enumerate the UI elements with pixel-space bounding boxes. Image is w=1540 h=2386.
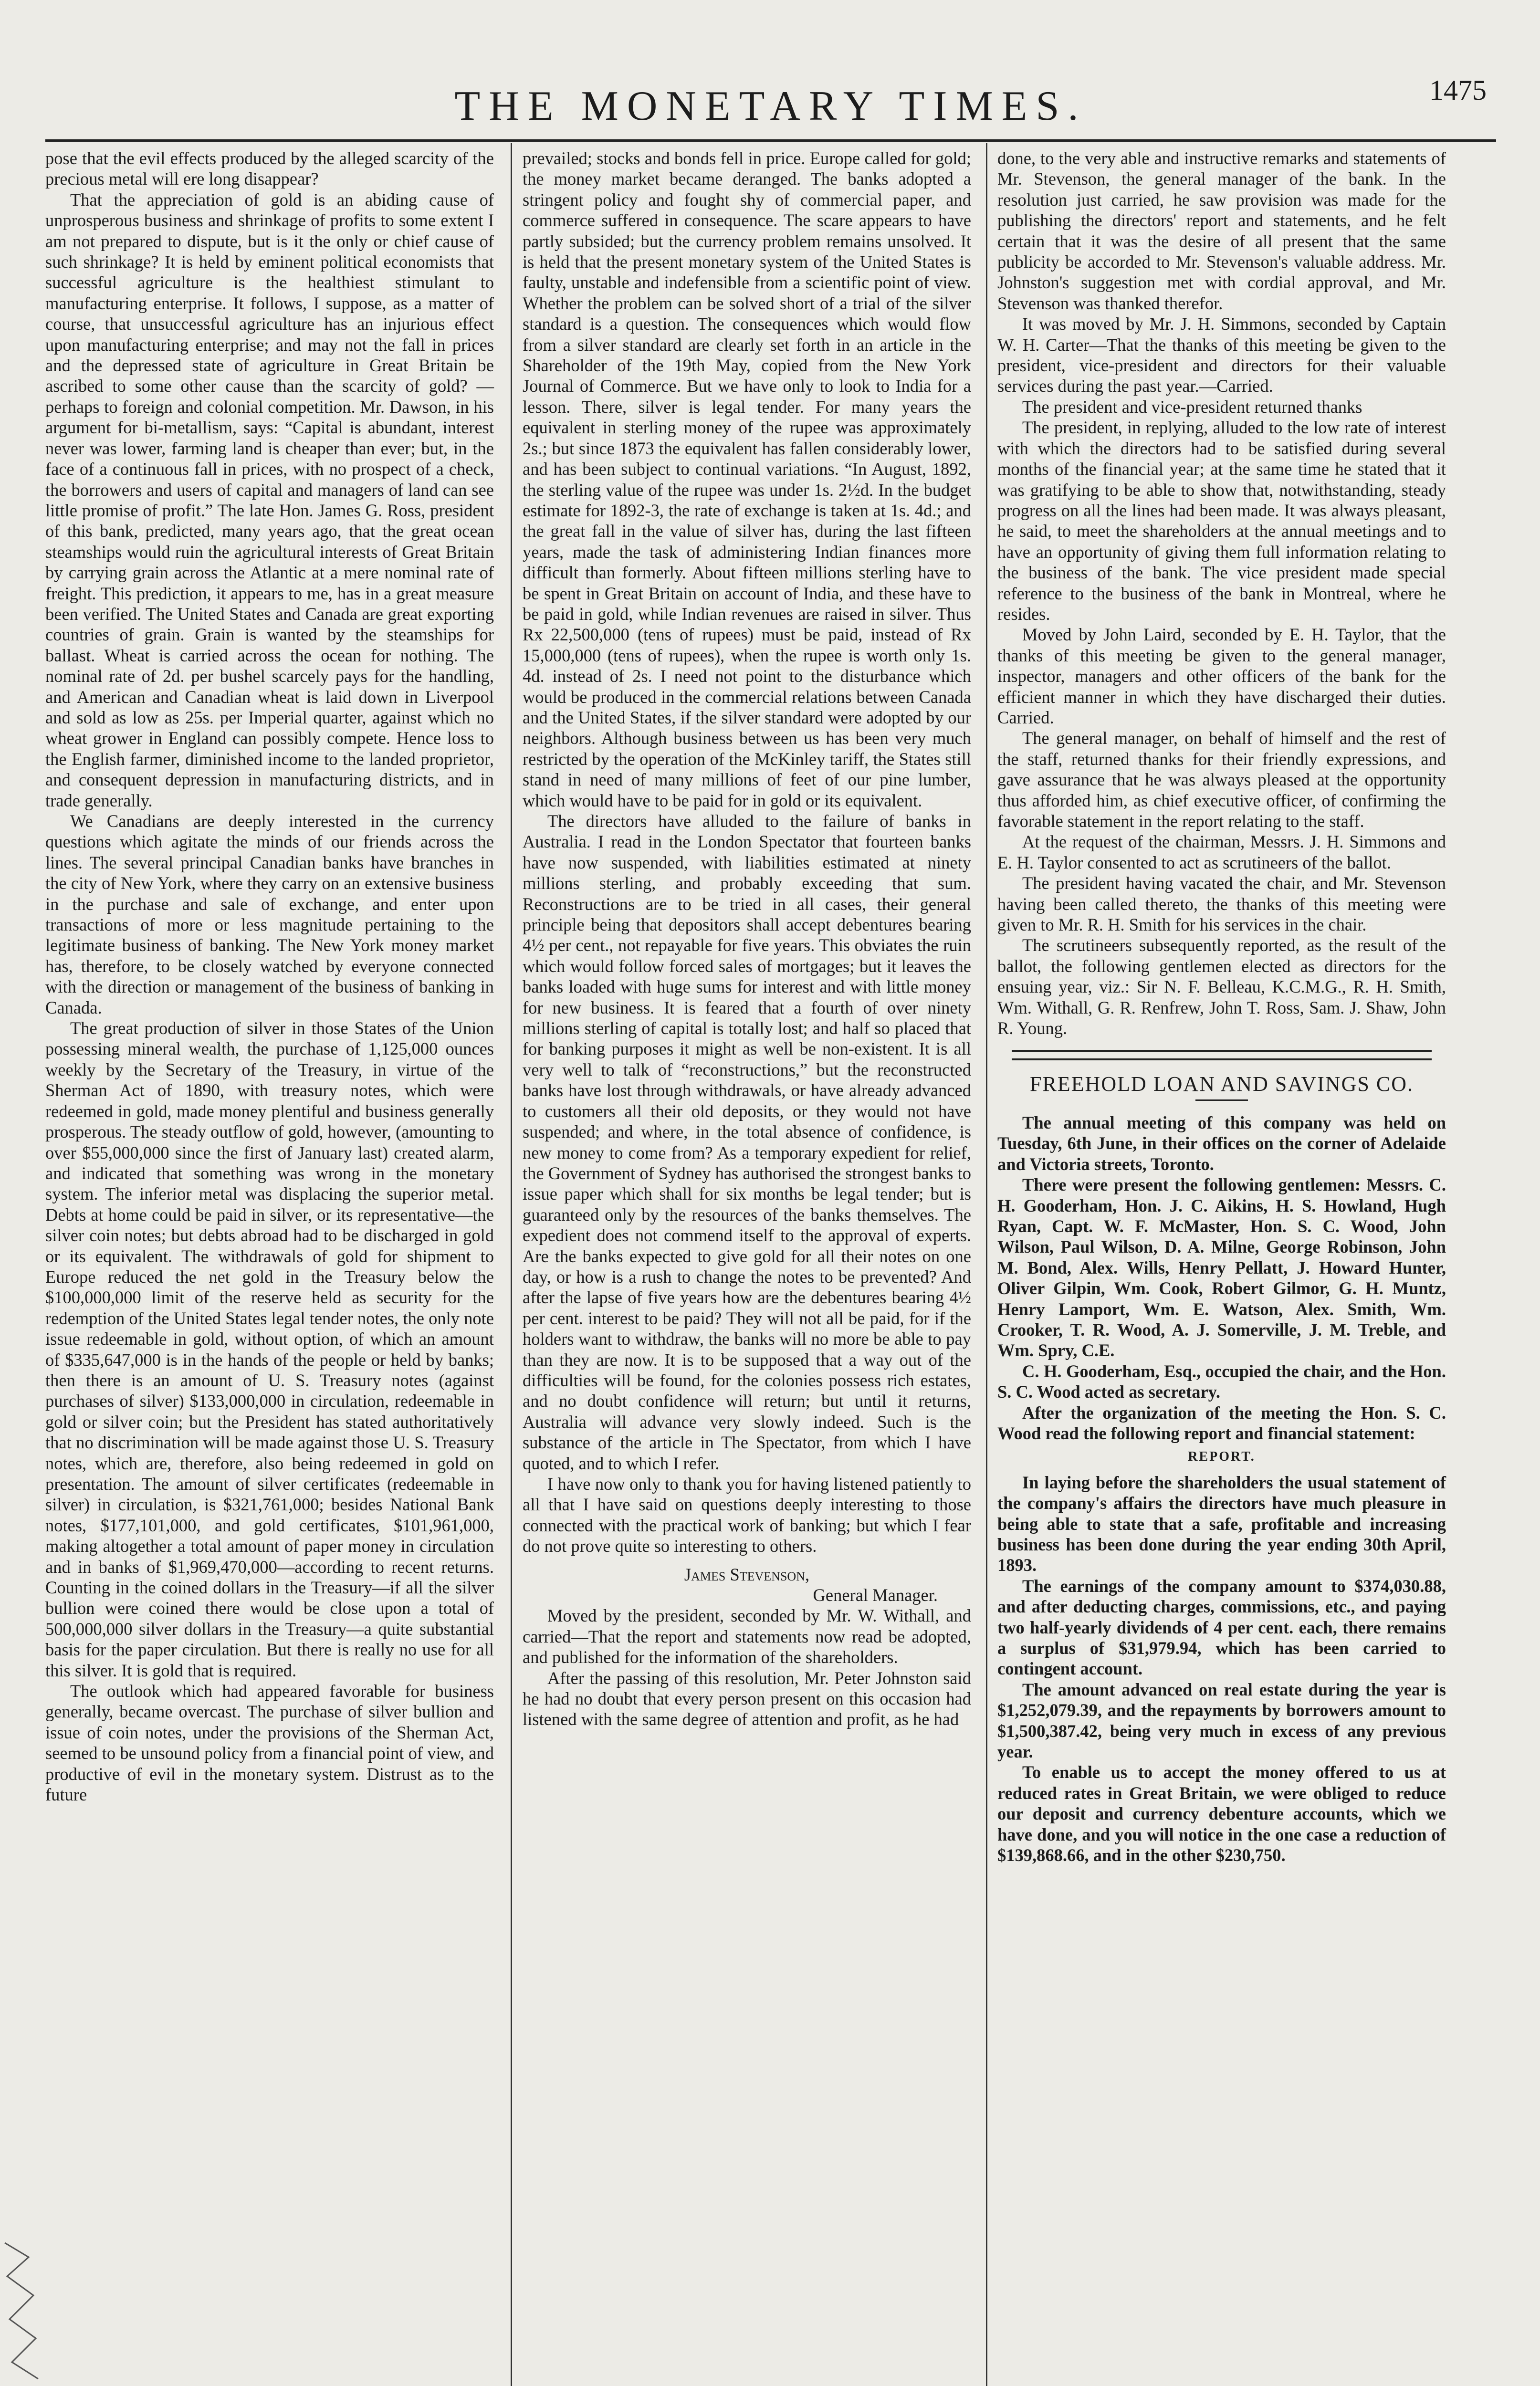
paragraph: We Canadians are deeply interested in the currency questions which agitate the minds of our friends across the lines. The several principal Canadian banks have branches in the city of New York, where they carry on an extensive business in the purchase and sale of exchange, and enter upon transactions of more or less magnitude pertaining to the legitimate business of banking. The New York money market has, therefore, to be closely watched by everyone connected with the direction or management of the business of banking in Canada. bbox=[45, 811, 494, 1017]
column-divider bbox=[511, 143, 512, 2386]
paragraph: It was moved by Mr. J. H. Simmons, seconded by Captain W. H. Carter—That the thanks of this meeting be given to the president, vice-president and directors for their valuable services during the past year.—Carried. bbox=[997, 314, 1446, 396]
paragraph: The directors have alluded to the failure of banks in Australia. I read in the London Spectator that fourteen banks have now suspended, with liabilities estimated at ninety millions sterling, and probably exceeding that sum. Reconstructions are to be tried in all cases, their general principle being that depositors shall accept debentures bearing 4½ per cent., not repayable for five years. This obviates the ruin which would follow forced sales of mortgages; but it leaves the banks loaded with huge sums for interest and with little money for new business. It is feared that a fourth of over ninety millions sterling of capital is totally lost; and half so placed that for banking purposes it might as well be non-existent. It is all very well to talk of “reconstructions,” but the reconstructed banks have lost through withdrawals, or have already advanced to customers all their old deposits, or they would not have suspended; and where, in the total absence of confidence, is new money to come from? As a temporary expedient for relief, the Government of Sydney has authorised the strongest banks to issue paper which shall for six months be legal tender; but is guaranteed only by the resources of the banks themselves. The expedient does not commend itself to the approval of experts. Are the banks expected to give gold for all their notes on one day, or how is a rush to change the notes to be prevented? And after the lapse of five years how are the debentures bearing 4½ per cent. interest to be paid? They will not all be paid, for if the holders want to withdraw, the banks will no more be able to pay than they are now. It is to be supposed that a way out of the difficulties will be found, for the colonies possess rich estates, and no doubt confidence will return; but until it returns, Australia will advance very slowly indeed. Such is the substance of the article in The Spectator, from which I have quoted, and to which I refer. bbox=[523, 811, 971, 1473]
paragraph: The amount advanced on real estate during the year is $1,252,079.39, and the repayments by borrowers amount to $1,500,387.42, being very much in excess of any previous year. bbox=[997, 1679, 1446, 1762]
paragraph: The president and vice-president returned thanks bbox=[1022, 397, 1362, 417]
paragraph: The general manager, on behalf of himself and the rest of the staff, returned thanks for their friendly expressions, and gave assurance that he was always pleased at the opportunity thus afforded him, as chief executive officer, of confirming the favorable statement in the report relating to the staff. bbox=[997, 728, 1446, 831]
paragraph: In laying before the shareholders the usual statement of the company's affairs the directors have much pleasure in being able to state that a safe, profitable and increasing business has been done during the year ending 30th April, 1893. bbox=[997, 1472, 1446, 1575]
paragraph: pose that the evil effects produced by the alleged scarcity of the precious metal will ere long disappear? bbox=[45, 148, 494, 189]
paragraph: I have now only to thank you for having listened patiently to all that I have said on questions deeply interesting to those connected with the practical work of banking; but which I fear do not prove quite so interesting to others. bbox=[523, 1474, 971, 1556]
heading-rule bbox=[1195, 1099, 1248, 1101]
paragraph: That the appreciation of gold is an abiding cause of unprosperous business and shrinkage of profits to some extent I am not prepared to dispute, but is it the only or chief cause of such shrinkage? It is held by eminent political economists that successful agriculture is the healthiest stimulant to manufacturing enterprise. It follows, I suppose, as a matter of course, that unsuccessful agriculture has an injurious effect upon manufacturing enterprise; and may not the fall in prices and the depressed state of agriculture in Great Britain be ascribed to some other cause than the scarcity of gold? —perhaps to foreign and colonial competition. Mr. Dawson, in his argument for bi-metallism, says: “Capital is abundant, interest never was lower, farming land is cheaper than ever; but, in the face of a continuous fall in prices, with no prospect of a check, the borrowers and users of capital and managers of land can see little promise of profit.” The late Hon. James G. Ross, president of this bank, predicted, many years ago, that the great ocean steamships would ruin the agricultural interests of Great Britain by carrying grain across the Atlantic at a mere nominal rate of freight. This prediction, it appears to me, has in a great measure been verified. The United States and Canada are great exporting countries of grain. Grain is wanted by the steamships for ballast. Wheat is carried across the ocean for nothing. The nominal rate of 2d. per bushel scarcely pays for the handling, and American and Canadian wheat is laid down in Liverpool and sold as low as 25s. per Imperial quarter, against which no wheat grower in England can possibly compete. Hence loss to the English farmer, diminished income to the landed proprietor, and consequent depression in manufacturing districts, and in trade generally. bbox=[45, 189, 494, 810]
column-3 bbox=[997, 148, 1446, 1866]
page-header bbox=[45, 72, 1496, 134]
header-rule bbox=[45, 139, 1496, 142]
signature-title: General Manager. bbox=[813, 1585, 938, 1605]
paragraph: prevailed; stocks and bonds fell in price. Europe called for gold; the money market became deranged. The banks adopted a stringent policy and fought shy of commercial paper, and commerce suffered in consequence. The scare appears to have partly subsided; but the currency problem remains unsolved. It is held that the present monetary system of the United States is faulty, unstable and indefensible from a scientific point of view. Whether the problem can be solved short of a trial of the silver standard is a question. The consequences which would flow from a silver standard are clearly set forth in an article in the Shareholder of the 19th May, copied from the New York Journal of Commerce. But we have only to look to India for a lesson. There, silver is legal tender. For many years the equivalent in sterling money of the rupee was approximately 2s.; but since 1873 the equivalent has fallen considerably lower, and has been subject to continual variations. “In August, 1892, the sterling value of the rupee was under 1s. 2½d. In the budget estimate for 1892-3, the rate of exchange is taken at 1s. 4d.; and the great fall in the value of silver has, during the last fifteen years, made the task of administering Indian finances more difficult than formerly. About fifteen millions sterling have to be spent in Great Britain on account of India, and these have to be paid in gold, while Indian revenues are raised in silver. Thus Rx 22,500,000 (tens of rupees) must be paid, instead of Rx 15,000,000 (tens of rupees), when the rupee is worth only 1s. 4d. instead of 2s. I need not point to the disturbance which would be produced in the commercial relations between Canada and the United States, if the silver standard were adopted by our neighbors. Although business between us has been very much restricted by the operation of the McKinley tariff, the States still stand in need of many millions of feet of our pine lumber, which would have to be paid for in gold or its equivalent. bbox=[523, 148, 971, 810]
section-heading: FREEHOLD LOAN AND SAVINGS CO. bbox=[1029, 1072, 1414, 1096]
report-title: REPORT. bbox=[1188, 1449, 1256, 1465]
column-2 bbox=[523, 148, 971, 1730]
paragraph: Moved by the president, seconded by Mr. W. Withall, and carried—That the report and statements now read be adopted, and published for the information of the shareholders. bbox=[523, 1606, 971, 1667]
paragraph: The earnings of the company amount to $374,030.88, and after deducting charges, commissions, etc., and paying two half-yearly dividends of 4 per cent. each, there remains a surplus of $31,979.94, which has been carried to contingent account. bbox=[997, 1576, 1446, 1679]
paragraph: C. H. Gooderham, Esq., occupied the chair, and the Hon. S. C. Wood acted as secretary. bbox=[997, 1361, 1446, 1402]
masthead-title: THE MONETARY TIMES. bbox=[454, 83, 1087, 129]
section-divider bbox=[1012, 1050, 1432, 1060]
margin-scribble-icon bbox=[0, 2238, 43, 2381]
column-divider bbox=[986, 143, 987, 2386]
paragraph: There were present the following gentlemen: Messrs. C. H. Gooderham, Hon. J. C. Aikins, H. S. Howland, Hugh Ryan, Capt. W. F. McMaster, Hon. S. C. Wood, John Wilson, Paul Wilson, D. A. Milne, George Robinson, John M. Bond, Alex. Wills, Henry Pellatt, J. Howard Hunter, Oliver Gilpin, Wm. Cook, Robert Gilmor, G. H. Muntz, Henry Lamport, Wm. E. Watson, Alex. Smith, Wm. Crooker, T. R. Wood, A. J. Somerville, J. M. Treble, and Wm. Spry, C.E. bbox=[997, 1175, 1446, 1360]
paragraph: Moved by John Laird, seconded by E. H. Taylor, that the thanks of this meeting be given to the general manager, inspector, managers and other officers of the bank for the efficient manner in which they have discharged their duties. Carried. bbox=[997, 625, 1446, 727]
paragraph: The president, in replying, alluded to the low rate of interest with which the directors had to be satisfied during several months of the financial year; at the same time he stated that it was gratifying to be able to show that, notwithstanding, steady progress on all the lines had been made. It was always pleasant, he said, to meet the shareholders at the annual meetings and to have an opportunity of giving them full information relating to the business of the bank. The vice president made special reference to the business of the bank in Montreal, where he resides. bbox=[997, 418, 1446, 624]
paragraph: After the organization of the meeting the Hon. S. C. Wood read the following report and financial statement: bbox=[997, 1402, 1446, 1443]
paragraph: After the passing of this resolution, Mr. Peter Johnston said he had no doubt that every person present on this occasion had listened with the same degree of attention and profit, as he had bbox=[523, 1668, 971, 1729]
paragraph: At the request of the chairman, Messrs. J. H. Simmons and E. H. Taylor consented to act as scrutineers of the ballot. bbox=[997, 832, 1446, 872]
paragraph: The annual meeting of this company was held on Tuesday, 6th June, in their offices on the corner of Adelaide and Victoria streets, Toronto. bbox=[997, 1112, 1446, 1174]
column-1 bbox=[45, 148, 494, 1805]
paragraph: The outlook which had appeared favorable for business generally, became overcast. The purchase of silver bullion and issue of coin notes, under the provisions of the Sherman Act, seemed to be unsound policy from a financial point of view, and productive of evil in the monetary system. Distrust as to the future bbox=[45, 1681, 494, 1805]
paragraph: The great production of silver in those States of the Union possessing mineral wealth, the purchase of 1,125,000 ounces weekly by the Secretary of the Treasury, in virtue of the Sherman Act of 1890, with treasury notes, which were redeemed in gold, made money plentiful and business generally prosperous. The steady outflow of gold, however, (amounting to over $55,000,000 since the first of January last) created alarm, and indicated that something was wrong in the monetary system. The inferior metal was displacing the superior metal. Debts at home could be paid in silver, or its representative—the silver coin notes; but debts abroad had to be discharged in gold or its equivalent. The withdrawals of gold for shipment to Europe reduced the net gold in the Treasury below the $100,000,000 limit of the reserve held as security for the redemption of the United States legal tender notes, the only note issue redeemable in gold, without option, of which an amount of $335,647,000 is in the hands of the people or held by banks; then there is an amount of U. S. Treasury notes (against purchases of silver) $133,000,000 in circulation, redeemable in gold or silver coin; but the President has stated authoritatively that no discrimination will be made against those U. S. Treasury notes, which are, therefore, also being redeemed in gold on presentation. The amount of silver certificates (redeemable in silver) in circulation, is $321,761,000; besides National Bank notes, $177,101,000, and gold certificates, $101,961,000, making altogether a total amount of paper money in circulation and in banks of $1,969,470,000—according to recent returns. Counting in the coined dollars in the Treasury—if all the silver bullion were coined there would be close upon a total of 500,000,000 silver dollars in the Treasury—a quite substantial basis for the paper circulation. But there is really no use for all this silver. It is gold that is required. bbox=[45, 1018, 494, 1680]
signature-name: James Stevenson, bbox=[684, 1564, 810, 1584]
paragraph: The scrutineers subsequently reported, as the result of the ballot, the following gentlemen elected as directors for the ensuing year, viz.: Sir N. F. Belleau, K.C.M.G., R. H. Smith, Wm. Withall, G. R. Renfrew, John T. Ross, Sam. J. Shaw, John R. Young. bbox=[997, 935, 1446, 1038]
paragraph: The president having vacated the chair, and Mr. Stevenson having been called thereto, the thanks of this meeting were given to Mr. R. H. Smith for his services in the chair. bbox=[997, 873, 1446, 935]
paragraph: done, to the very able and instructive remarks and statements of Mr. Stevenson, the general manager of the bank. In the resolution just carried, he saw provision was made for the publishing the directors' report and statements, and he felt certain that it was the desire of all present that the same publicity be accorded to Mr. Stevenson's valuable address. Mr. Johnston's suggestion met with cordial approval, and Mr. Stevenson was thanked therefor. bbox=[997, 148, 1446, 313]
freehold-section bbox=[997, 1112, 1446, 1866]
page-number: 1475 bbox=[1429, 74, 1487, 106]
paragraph: To enable us to accept the money offered to us at reduced rates in Great Britain, we were obliged to reduce our deposit and currency debenture accounts, which we have done, and you will notice in the one case a reduction of $139,868.66, and in the other $230,750. bbox=[997, 1762, 1446, 1865]
